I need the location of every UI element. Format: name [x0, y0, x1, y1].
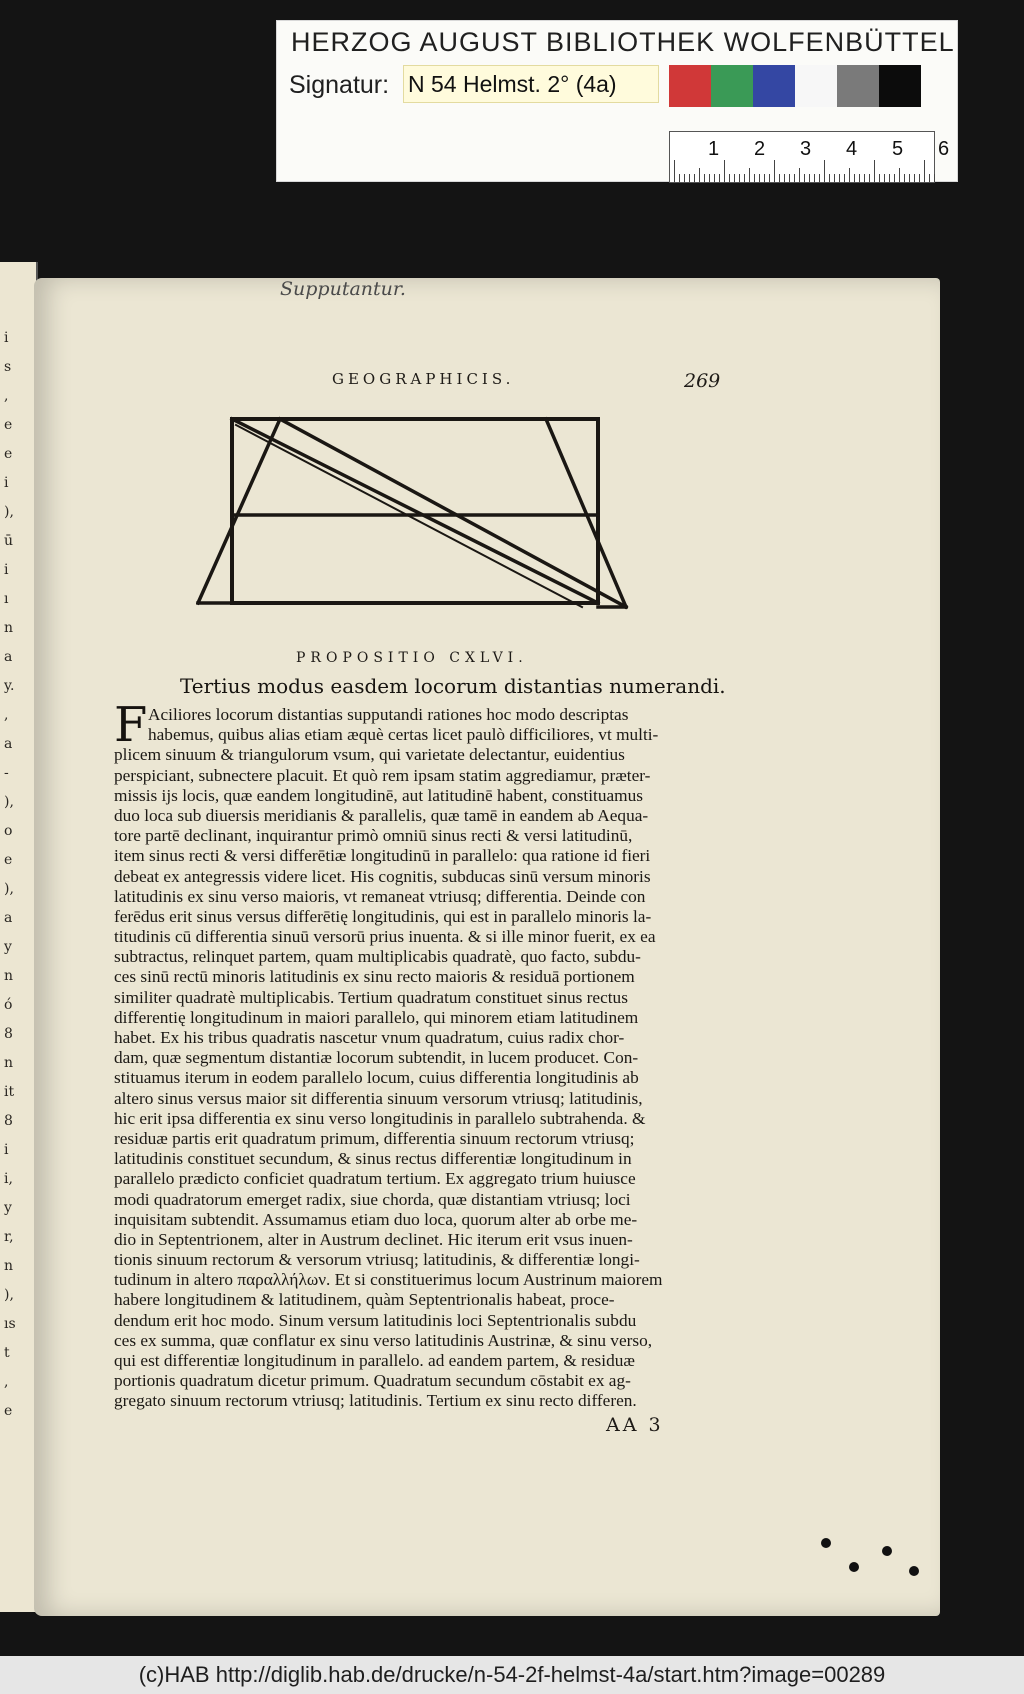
ruler-tick — [829, 174, 830, 182]
library-name: HERZOG AUGUST BIBLIOTHEK WOLFENBÜTTEL — [291, 27, 955, 57]
text-line: tore partē declinant, inquirantur primò omniū sinus recti & versi latitudinū, — [114, 826, 633, 846]
left-page-letter: a — [4, 649, 13, 665]
text-line: perspiciant, subnectere placuit. Et quò rem ipsam statim aggrediamur, præter- — [114, 765, 651, 785]
text-line: similiter quadratè multiplicabis. Tertium quadratum constituet sinus rectus — [114, 987, 628, 1007]
ruler-tick — [719, 174, 720, 182]
text-line: missis ijs locis, quæ eandem longitudinē, aut latitudinē habent, constituamus — [114, 785, 643, 805]
left-page-letter: ó — [4, 997, 13, 1013]
text-line: inquisitam subtendit. Assumamus etiam duo loca, quorum alter ab orbe me- — [114, 1209, 638, 1229]
ruler-number: 6 — [938, 138, 950, 160]
text-line: item sinus recti & versi differētiæ longitudinū in parallelo: qua ratione id fieri — [114, 846, 651, 866]
text-line: habemus, quibus alias etiam æquè certas licet paulò difficiliores, vt multi- — [148, 725, 659, 745]
text-line: dam, quæ segmentum distantiæ locorum subtendit, in lucem producet. Con- — [114, 1048, 639, 1068]
left-page-letter: i — [4, 475, 9, 491]
ruler-tick — [754, 174, 755, 182]
ruler-tick — [839, 174, 840, 182]
ruler-tick — [884, 174, 885, 182]
ruler-tick — [849, 168, 850, 182]
text-line: ces ex summa, quæ conflatur ex sinu verso latitudinis Austrinæ, & sinu verso, — [114, 1330, 653, 1350]
text-line: duo loca sub diuersis meridianis & parallelis, quæ tamē in eandem ab Aequa- — [114, 805, 649, 825]
ruler-tick — [854, 174, 855, 182]
text-line: subtractus, relinquet partem, quam multiplicabis quadratè, quo facto, subdu- — [114, 947, 641, 967]
text-line: residuæ partis erit quadratum primum, differentia sinuum rectorum vtriusq; — [114, 1128, 635, 1148]
ruler-tick — [759, 174, 760, 182]
ruler-tick — [894, 174, 895, 182]
left-page-letter: s — [4, 359, 12, 375]
diagram-left-slope — [198, 419, 280, 603]
text-line: stituamus iterum in eodem parallelo locum, cuius differentia longitudinis ab — [114, 1068, 639, 1088]
ruler-tick — [724, 160, 725, 182]
left-page-letter: , — [4, 707, 9, 723]
ink-dot — [909, 1566, 919, 1576]
ruler-tick — [774, 160, 775, 182]
left-page-letter: e — [4, 446, 13, 462]
ruler-tick — [729, 174, 730, 182]
text-line: plicem sinuum & triangulorum vsum, qui varietate delectantur, euidentius — [114, 745, 625, 765]
ruler-number: 1 — [708, 138, 720, 160]
ruler-tick — [679, 174, 680, 182]
ruler-tick — [674, 160, 675, 182]
left-page-letter: it — [4, 1084, 15, 1100]
diagram-diagonal-1 — [232, 419, 598, 603]
text-line: dendum erit hoc modo. Sinum versum latitudinis loci Septentrionalis subdu — [114, 1310, 637, 1330]
geometric-diagram — [196, 411, 636, 615]
ruler-tick — [804, 174, 805, 182]
diagram-right-slope — [546, 419, 626, 607]
ruler-tick — [824, 160, 825, 182]
ruler-tick — [749, 168, 750, 182]
swatch-grey — [837, 65, 879, 107]
image-credit: (c)HAB http://diglib.hab.de/drucke/n-54-2f-helmst-4a/start.htm?image=00289 — [0, 1656, 1024, 1694]
ruler-tick — [689, 174, 690, 182]
ruler-tick — [809, 174, 810, 182]
ruler-tick — [694, 174, 695, 182]
text-line: habere longitudinem & latitudinem, quàm Septentrionalis habeat, proce- — [114, 1290, 615, 1310]
ruler-tick — [709, 174, 710, 182]
text-line: latitudinis ex sinu verso maioris, vt remaneat vtriusq; differentia. Deinde con — [114, 886, 646, 906]
left-page-letter: i — [4, 562, 9, 578]
ruler-tick — [934, 174, 935, 182]
ruler-tick — [864, 174, 865, 182]
text-line: latitudinis constituet secundum, & sinus rectus differentiæ longitudinum in — [114, 1149, 632, 1169]
swatch-black — [879, 65, 921, 107]
ruler-tick — [744, 174, 745, 182]
color-target-card — [276, 20, 958, 182]
left-page-letter: ), — [4, 504, 14, 520]
left-page-letter: y — [4, 1200, 12, 1216]
text-line: modi quadratorum emerget radix, siue chorda, quæ distantiam vtriusq; loci — [114, 1189, 631, 1209]
ruler-tick — [929, 174, 930, 182]
left-page-letter: ū — [4, 533, 14, 549]
ruler-tick — [784, 174, 785, 182]
ruler-tick — [869, 174, 870, 182]
text-line: habet. Ex his tribus quadratis nascetur vnum quadratum, cuius radix chor- — [114, 1028, 625, 1047]
ruler-tick — [874, 160, 875, 182]
swatch-green — [711, 65, 753, 107]
diagram-diagonal-2 — [280, 419, 626, 607]
drop-cap: F — [114, 697, 148, 753]
swatch-red — [669, 65, 711, 107]
left-page-letter: n — [4, 620, 14, 636]
text-line: hic erit ipsa differentia ex sinu verso longitudinis in parallelo subtrahenda. & — [114, 1108, 646, 1128]
ruler-tick — [794, 174, 795, 182]
left-page-letter: y. — [4, 678, 15, 694]
text-line: Aciliores locorum distantias supputandi rationes hoc modo descriptas — [148, 705, 629, 724]
ruler-tick — [734, 174, 735, 182]
text-line: ces sinū rectū minoris latitudinis ex sinu recto maioris & residuā portionem — [114, 967, 635, 987]
left-page-letter: e — [4, 417, 13, 433]
left-page-letter: a — [4, 910, 13, 926]
text-line: altero sinus versus maior sit differentia sinuum versorum vtriusq; latitudinis, — [114, 1088, 643, 1108]
left-page-letter: 8 — [4, 1026, 13, 1042]
ruler-tick — [919, 174, 920, 182]
swatch-blue — [753, 65, 795, 107]
text-line: qui est differentiæ longitudinum in parallelo. ad eandem partem, & residuæ — [114, 1351, 635, 1370]
proposition-number: PROPOSITIO CXLVI. — [296, 650, 528, 666]
ruler-tick — [799, 168, 800, 182]
text-line: portionis quadratum dicetur primum. Quadratum secundum cōstabit ex ag- — [114, 1371, 631, 1391]
ruler-tick — [844, 174, 845, 182]
left-page-letter: e — [4, 852, 13, 868]
left-page-letter: a — [4, 736, 13, 752]
ink-dot — [849, 1562, 859, 1572]
ruler-tick — [889, 174, 890, 182]
book-page — [34, 278, 940, 1616]
left-page-letter: i, — [4, 1171, 13, 1187]
text-line: tudinum in altero παραλλήλων. Et si constituerimus locum Austrinum maiorem — [114, 1270, 663, 1290]
left-page-letter: , — [4, 1374, 9, 1390]
left-page-letter: t — [4, 1345, 10, 1361]
ruler-tick — [909, 174, 910, 182]
ruler-tick — [879, 174, 880, 182]
left-page-letter: n — [4, 1055, 14, 1071]
left-page-letter: 8 — [4, 1113, 13, 1129]
text-line: parallelo prædicto conficiet quadratum tertium. Ex aggregato trium huiusce — [114, 1169, 636, 1189]
left-page-letter: e — [4, 1403, 13, 1419]
ruler-tick — [699, 168, 700, 182]
ruler-tick — [684, 174, 685, 182]
ruler-number: 4 — [846, 138, 858, 160]
ruler-number: 2 — [754, 138, 766, 160]
ruler-tick — [769, 174, 770, 182]
measuring-ruler — [669, 131, 950, 183]
ruler-tick — [914, 174, 915, 182]
text-line: tionis sinuum rectorum & versorum vtriusq; latitudinis, & differentiæ longi- — [114, 1250, 640, 1270]
left-page-letter: ), — [4, 881, 14, 897]
text-line: dio in Septentrionem, alter in Austrum declinet. Hic iterum erit vsus inuen- — [114, 1229, 633, 1249]
body-text — [114, 705, 754, 1412]
left-page-letter: , — [4, 388, 9, 404]
left-page-letter: r, — [4, 1229, 14, 1245]
running-head: GEOGRAPHICIS. — [332, 370, 515, 388]
ruler-tick — [814, 174, 815, 182]
left-page-letter: n — [4, 1258, 14, 1274]
ruler-tick — [789, 174, 790, 182]
ruler-tick — [739, 174, 740, 182]
signature-mark: AA 3 — [606, 1414, 664, 1436]
text-line: debeat ex antegressis videre licet. His cognitis, subducas sinū versum minoris — [114, 866, 651, 886]
signatur-label: Signatur: — [289, 71, 390, 99]
text-line: ferēdus erit sinus versus differētię longitudinis, qui est in parallelo minoris la- — [114, 906, 652, 926]
left-page-edge — [0, 262, 38, 1612]
left-page-letter: ıs — [4, 1316, 16, 1332]
ruler-tick — [819, 174, 820, 182]
text-line: titudinis cū differentia sinuū versorū prius inuenta. & si ille minor fuerit, ex ea — [114, 927, 656, 947]
left-page-letter: n — [4, 968, 14, 984]
ruler-tick — [904, 174, 905, 182]
left-page-letter: o — [4, 823, 13, 839]
ruler-tick — [704, 174, 705, 182]
ruler-tick — [924, 160, 925, 182]
proposition-title: Tertius modus easdem locorum distantias numerandi. — [180, 674, 726, 698]
handwritten-marginal-note: Supputantur. — [280, 278, 406, 300]
ruler-tick — [714, 174, 715, 182]
ruler-number: 5 — [892, 138, 904, 160]
ruler-tick — [834, 174, 835, 182]
left-page-letter: ), — [4, 1287, 14, 1303]
ruler-number: 3 — [800, 138, 812, 160]
folio-number: 269 — [684, 370, 721, 392]
left-page-letter: ), — [4, 794, 14, 810]
left-page-letter: y — [4, 939, 12, 955]
left-page-letter: - — [4, 765, 9, 781]
swatch-white — [795, 65, 837, 107]
signatur-value: N 54 Helmst. 2° (4a) — [403, 65, 659, 103]
text-line: gregato sinuum rectorum vtriusq; latitudinis. Tertium ex sinu recto differen. — [114, 1391, 637, 1411]
ruler-tick — [779, 174, 780, 182]
ink-dot — [882, 1546, 892, 1556]
left-page-letter: i — [4, 1142, 9, 1158]
ruler-tick — [899, 168, 900, 182]
left-page-letter: i — [4, 330, 9, 346]
text-line: differentię longitudinum in maiori parallelo, qui minorem etiam latitudinem — [114, 1007, 639, 1027]
ruler-tick — [859, 174, 860, 182]
left-page-letter: ı — [4, 591, 9, 607]
ruler-tick — [764, 174, 765, 182]
ink-dot — [821, 1538, 831, 1548]
